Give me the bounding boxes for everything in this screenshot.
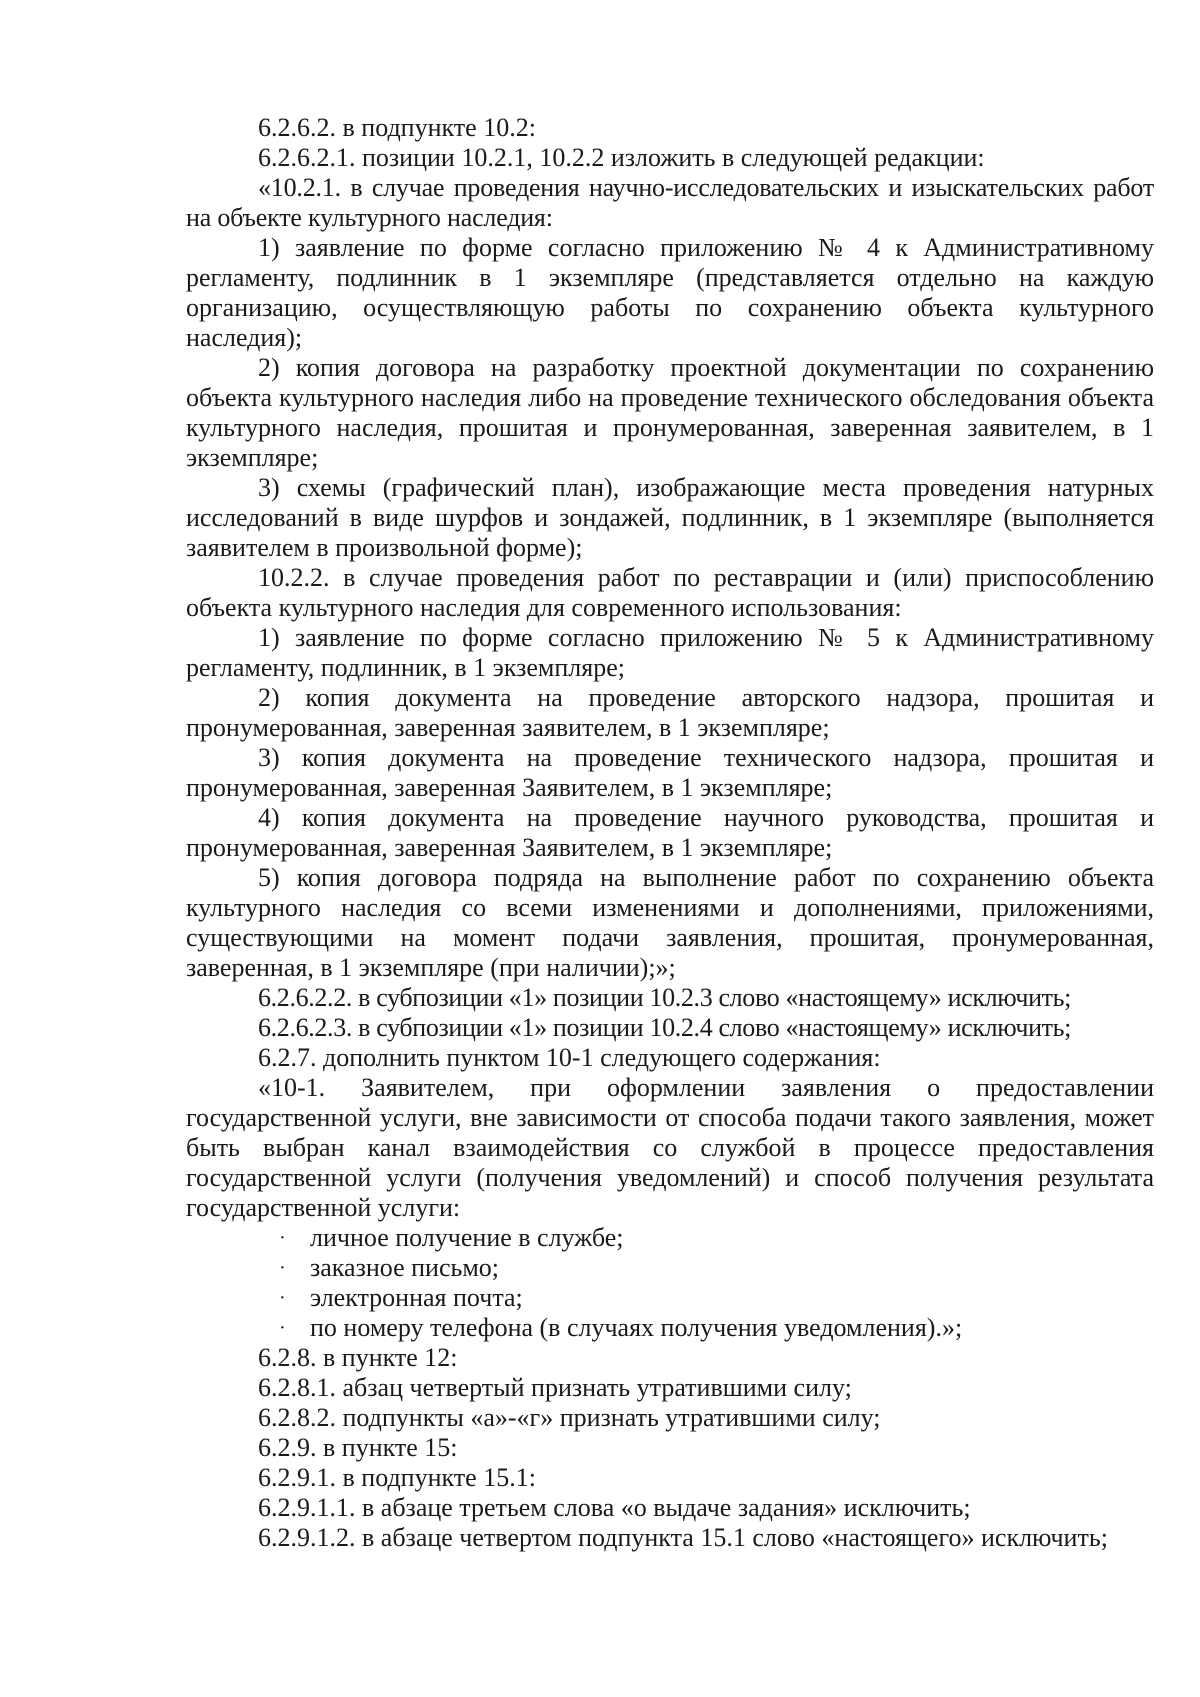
paragraph: 6.2.9. в пункте 15: <box>258 1433 458 1462</box>
list-item-text: личное получение в службе; <box>310 1223 624 1252</box>
paragraph: 6.2.8.2. подпункты «а»-«г» признать утратившими силу; <box>258 1403 881 1432</box>
paragraph: 6.2.9.1. в подпункте 15.1: <box>258 1463 536 1492</box>
paragraph: 5) копия договора подряда на выполнение работ по сохранению объекта культурного наследия со всеми изменениями и дополнениями, приложениями, существующими на момент подачи заявления, прошитая, пронумерованная, заверенная, в 1 экземпляре (при наличии);»; <box>186 863 1154 982</box>
list-item-text: электронная почта; <box>310 1283 523 1312</box>
paragraph: 6.2.8.1. абзац четвертый признать утратившими силу; <box>258 1373 852 1402</box>
paragraph: 1) заявление по форме согласно приложению № 5 к Административному регламенту, подлинник, в 1 экземпляре; <box>186 623 1154 682</box>
list-item-text: по номеру телефона (в случаях получения уведомления).»; <box>310 1313 963 1342</box>
paragraph: 10.2.2. в случае проведения работ по реставрации и (или) приспособлению объекта культурного наследия для современного использования: <box>186 563 1154 622</box>
list-item <box>186 1223 1154 1253</box>
paragraph: «10-1. Заявителем, при оформлении заявления о предоставлении государственной услуги, вне зависимости от способа подачи такого заявления, может быть выбран канал взаимодействия со службой в процессе предоставления государственной услуги (получения уведомлений) и способ получения результата государственной услуги: <box>186 1073 1154 1222</box>
bullet-icon: · <box>279 1287 286 1309</box>
paragraph: 6.2.6.2.3. в субпозиции «1» позиции 10.2.4 слово «настоящему» исключить; <box>258 1013 1072 1042</box>
list-item <box>186 1283 1154 1313</box>
paragraph: 3) копия документа на проведение технического надзора, прошитая и пронумерованная, заверенная Заявителем, в 1 экземпляре; <box>186 743 1154 802</box>
paragraph: 6.2.6.2.1. позиции 10.2.1, 10.2.2 изложить в следующей редакции: <box>258 143 985 172</box>
paragraph: 6.2.6.2. в подпункте 10.2: <box>258 113 536 142</box>
paragraph: 6.2.9.1.2. в абзаце четвертом подпункта 15.1 слово «настоящего» исключить; <box>258 1523 1108 1552</box>
paragraph: 6.2.8. в пункте 12: <box>258 1343 458 1372</box>
paragraph: 1) заявление по форме согласно приложению № 4 к Административному регламенту, подлинник в 1 экземпляре (представляется отдельно на каждую организацию, осуществляющую работы по сохранению объекта культурного наследия); <box>186 233 1154 352</box>
paragraph: «10.2.1. в случае проведения научно-исследовательских и изыскательских работ на объекте культурного наследия: <box>186 173 1154 232</box>
paragraph: 4) копия документа на проведение научного руководства, прошитая и пронумерованная, заверенная Заявителем, в 1 экземпляре; <box>186 803 1154 862</box>
paragraph: 2) копия документа на проведение авторского надзора, прошитая и пронумерованная, заверенная заявителем, в 1 экземпляре; <box>186 683 1154 742</box>
list-item-text: заказное письмо; <box>310 1253 500 1282</box>
list-item <box>186 1253 1154 1283</box>
bullet-icon: · <box>279 1257 286 1279</box>
bullet-icon: · <box>279 1227 286 1249</box>
document-body <box>186 113 1154 1553</box>
paragraph: 2) копия договора на разработку проектной документации по сохранению объекта культурного наследия либо на проведение технического обследования объекта культурного наследия, прошитая и пронумерованная, заверенная заявителем, в 1 экземпляре; <box>186 353 1154 472</box>
paragraph: 3) схемы (графический план), изображающие места проведения натурных исследований в виде шурфов и зондажей, подлинник, в 1 экземпляре (выполняется заявителем в произвольной форме); <box>186 473 1154 562</box>
bullet-list <box>186 1223 1154 1343</box>
list-item <box>186 1313 1154 1343</box>
paragraph: 6.2.7. дополнить пунктом 10-1 следующего содержания: <box>258 1043 881 1072</box>
bullet-icon: · <box>279 1317 286 1339</box>
paragraph: 6.2.6.2.2. в субпозиции «1» позиции 10.2.3 слово «настоящему» исключить; <box>258 983 1072 1012</box>
paragraph: 6.2.9.1.1. в абзаце третьем слова «о выдаче задания» исключить; <box>258 1493 971 1522</box>
